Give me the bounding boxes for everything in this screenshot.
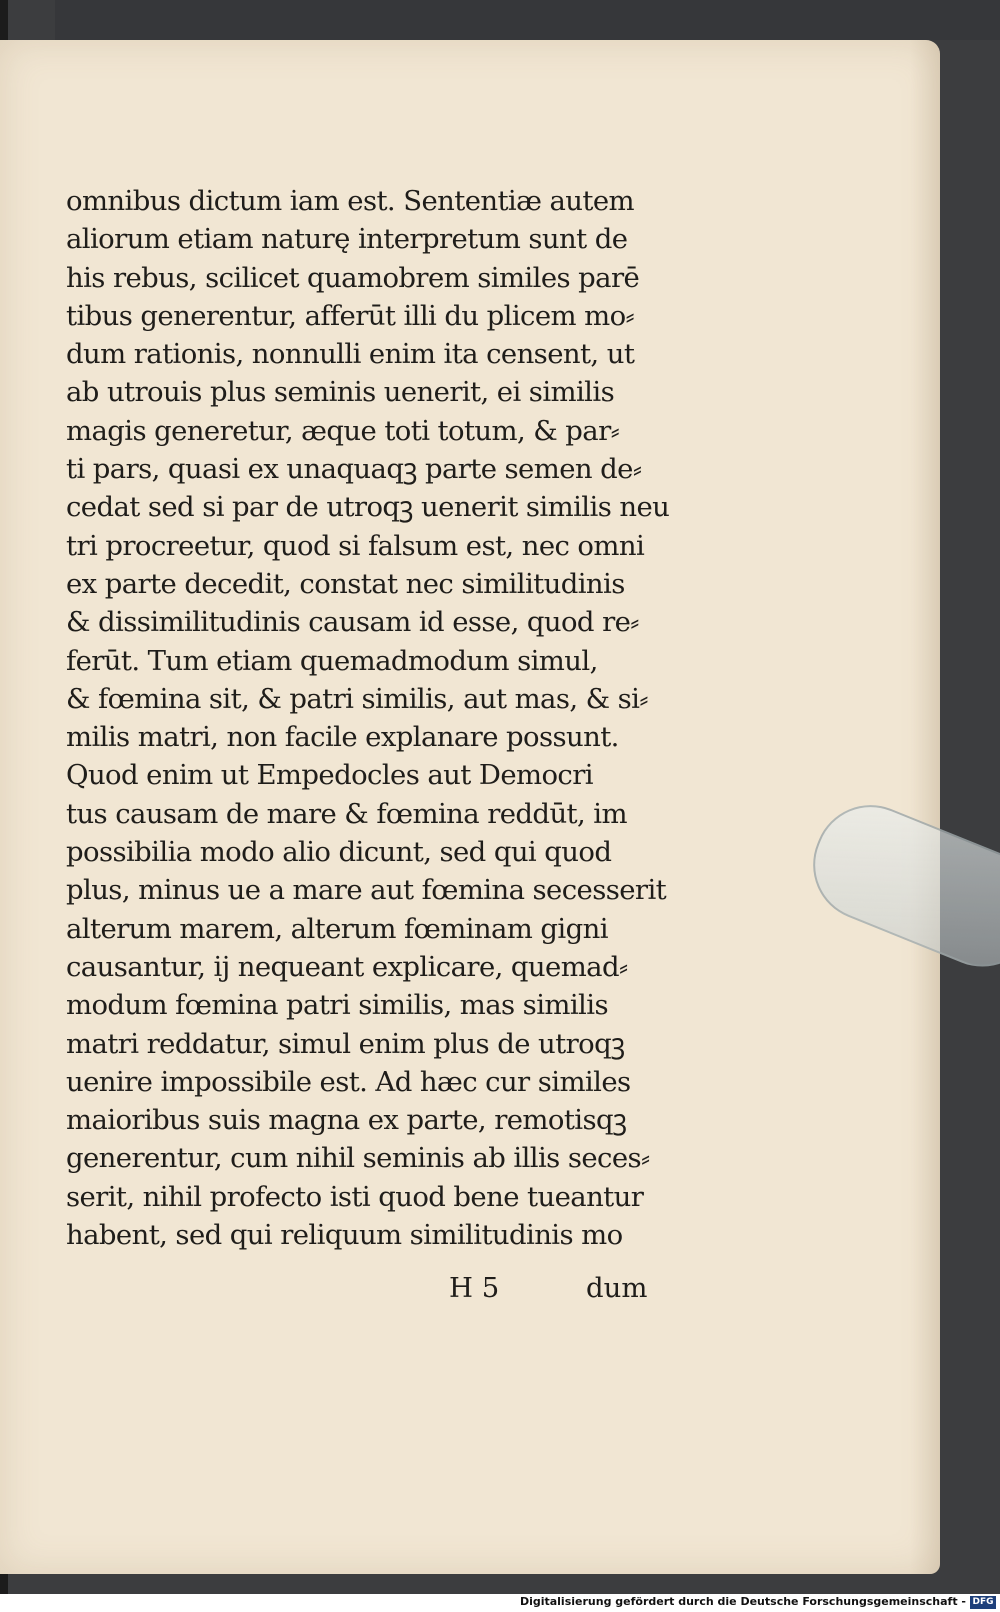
- page-footer: [66, 1268, 666, 1308]
- text-line: possibilia modo alio dicunt, sed qui quod: [66, 836, 612, 869]
- text-line: his rebus, scilicet quamobrem similes parē: [66, 261, 640, 294]
- book-page: [0, 40, 940, 1574]
- text-line: plus, minus ue a mare aut fœmina secesserit: [66, 874, 667, 907]
- text-line: modum fœmina patri similis, mas similis: [66, 989, 608, 1022]
- text-line: aliorum etiam naturę interpretum sunt de: [66, 223, 628, 256]
- text-line: habent, sed qui reliquum similitudinis mo: [66, 1219, 623, 1252]
- text-line: magis generetur, æque toti totum, & par⸗: [66, 414, 620, 447]
- signature-mark: H 5: [449, 1272, 500, 1304]
- text-line: serit, nihil profecto isti quod bene tueantur: [66, 1180, 644, 1213]
- text-line: generentur, cum nihil seminis ab illis seces⸗: [66, 1142, 650, 1175]
- text-line: cedat sed si par de utroqꝫ uenerit similis neu: [66, 491, 670, 524]
- text-line: Quod enim ut Empedocles aut Democri: [66, 759, 593, 792]
- text-line: causantur, ij nequeant explicare, quemad⸗: [66, 950, 628, 983]
- text-line: & dissimilitudinis causam id esse, quod re⸗: [66, 606, 639, 639]
- text-line: tus causam de mare & fœmina reddūt, im: [66, 797, 627, 830]
- credit-text: Digitalisierung gefördert durch die Deutsche Forschungsgemeinschaft -: [519, 1595, 966, 1608]
- text-line: tibus generentur, afferūt illi du plicem mo⸗: [66, 299, 635, 332]
- text-line: milis matri, non facile explanare possunt.: [66, 721, 619, 754]
- catchword: dum: [586, 1272, 648, 1304]
- scan-background: [55, 0, 1000, 40]
- text-line: & fœmina sit, & patri similis, aut mas, & si⸗: [66, 682, 648, 715]
- dfg-logo-icon: DFG: [970, 1596, 996, 1609]
- text-line: alterum marem, alterum fœminam gigni: [66, 912, 608, 945]
- page-text-block: [66, 182, 670, 1254]
- text-line: maioribus suis magna ex parte, remotisqꝫ: [66, 1104, 627, 1137]
- text-line: ab utrouis plus seminis uenerit, ei similis: [66, 376, 615, 409]
- text-line: matri reddatur, simul enim plus de utroqꝫ: [66, 1027, 625, 1060]
- text-line: ferūt. Tum etiam quemadmodum simul,: [66, 644, 598, 677]
- text-line: uenire impossibile est. Ad hæc cur similes: [66, 1065, 631, 1098]
- credit-bar: [0, 1594, 1000, 1612]
- text-line: ex parte decedit, constat nec similitudinis: [66, 567, 625, 600]
- text-line: ti pars, quasi ex unaquaqꝫ parte semen de⸗: [66, 453, 642, 486]
- text-line: dum rationis, nonnulli enim ita censent, ut: [66, 338, 635, 371]
- text-line: tri procreetur, quod si falsum est, nec omni: [66, 529, 645, 562]
- text-line: omnibus dictum iam est. Sententiæ autem: [66, 185, 635, 217]
